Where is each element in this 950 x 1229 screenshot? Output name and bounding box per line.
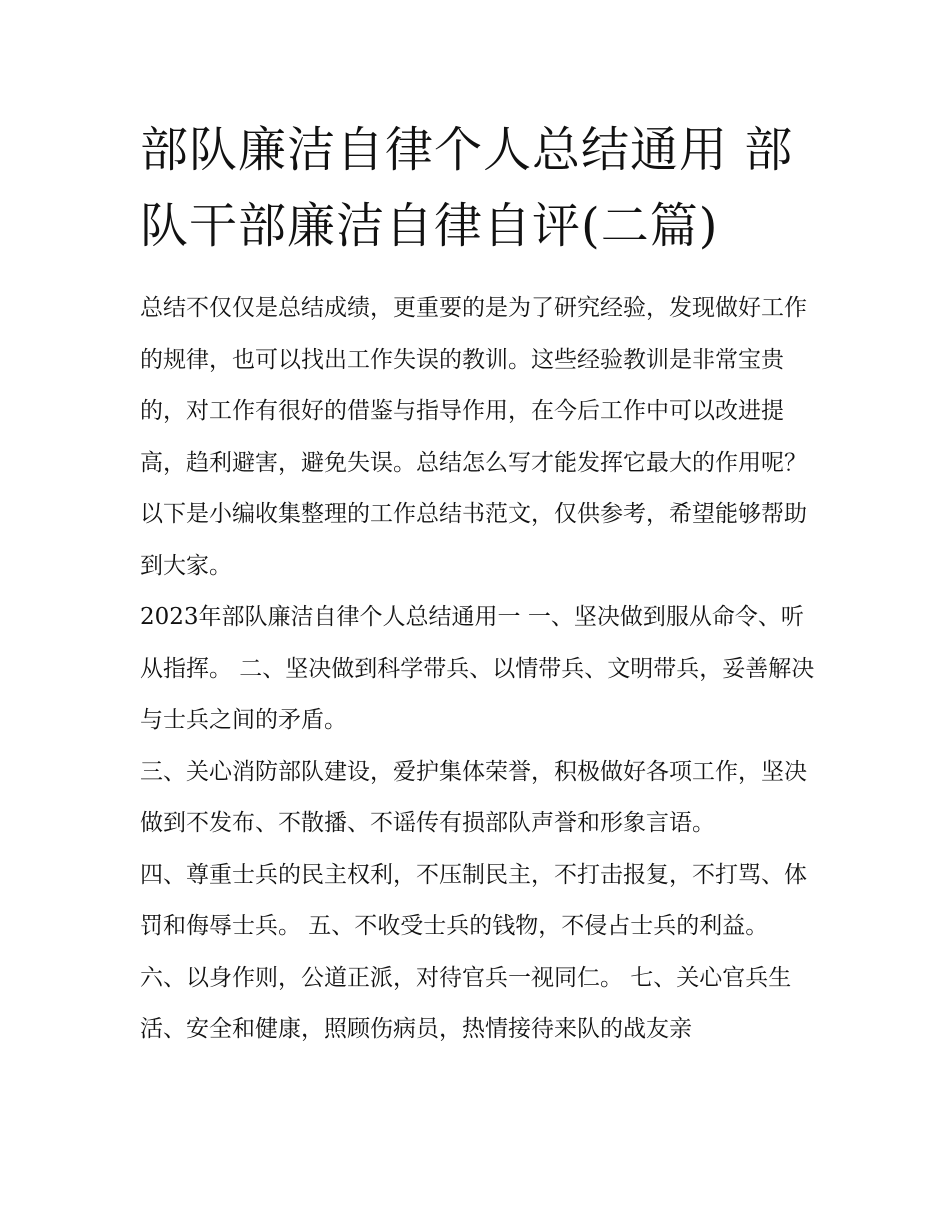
paragraph-section-4: 四、尊重士兵的民主权利，不压制民主，不打击报复，不打骂、体罚和侮辱士兵。 五、不收受士兵的钱物，不侵占士兵的利益。	[140, 861, 807, 939]
paragraph-section-1: 2023年部队廉洁自律个人总结通用一 一、坚决做到服从命令、听从指挥。 二、坚决做到科学带兵、以情带兵、文明带兵，妥善解决与士兵之间的矛盾。	[140, 604, 815, 733]
document-body	[140, 283, 820, 1056]
paragraph-section-3: 三、关心消防部队建设，爱护集体荣誉，积极做好各项工作，坚决做到不发布、不散播、不谣传有损部队声誉和形象言语。	[140, 758, 807, 836]
document-title: 部队廉洁自律个人总结通用 部队干部廉洁自律自评(二篇)	[140, 122, 794, 254]
paragraph-section-6: 六、以身作则，公道正派，对待官兵一视同仁。 七、关心官兵生活、安全和健康，照顾伤病员，热情接待来队的战友亲	[140, 964, 792, 1042]
paragraph-intro: 总结不仅仅是总结成绩，更重要的是为了研究经验，发现做好工作的规律，也可以找出工作失误的教训。这些经验教训是非常宝贵的，对工作有很好的借鉴与指导作用，在今后工作中可以改进提高，趋利避害，避免失误。总结怎么写才能发挥它最大的作用呢？以下是小编收集整理的工作总结书范文，仅供参考，希望能够帮助到大家。	[140, 295, 807, 579]
